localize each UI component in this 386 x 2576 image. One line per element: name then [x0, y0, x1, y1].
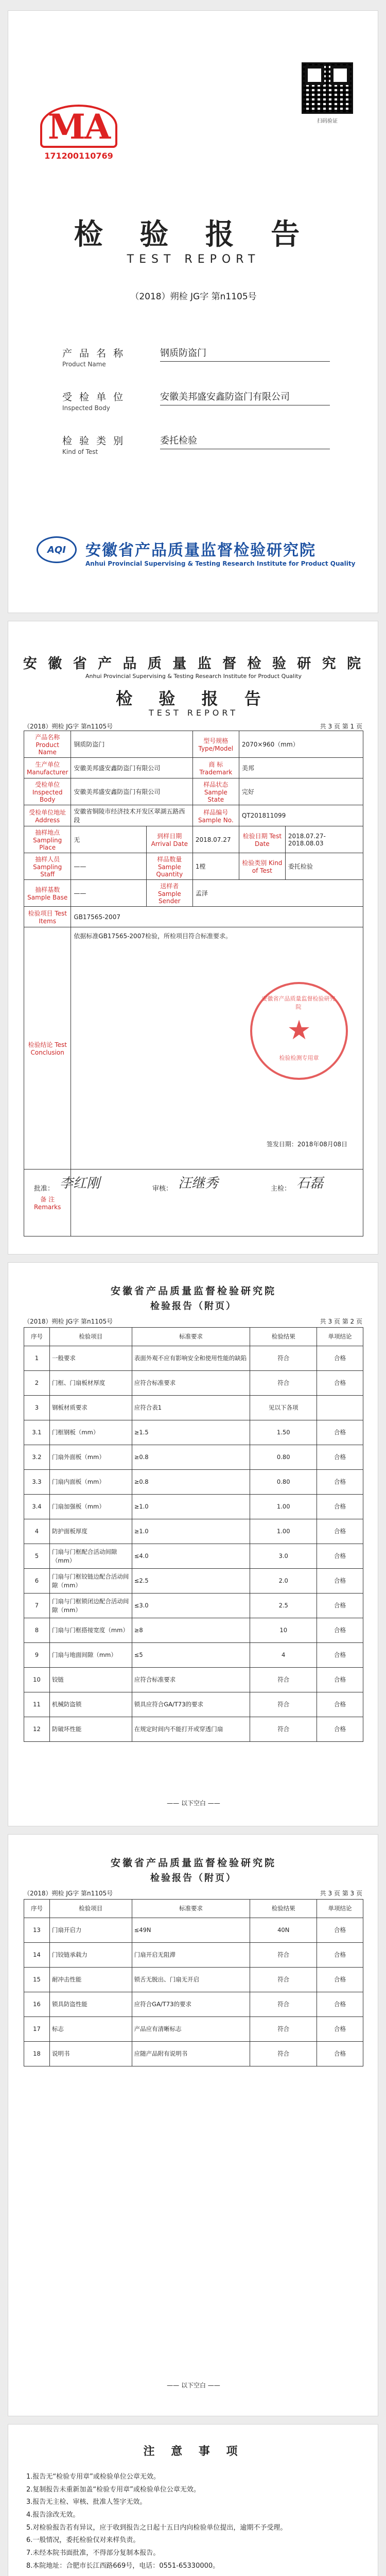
table-cell: 11: [24, 1692, 50, 1717]
attachment-page-1: [8, 1262, 378, 1826]
table-cell: 合格: [317, 1594, 363, 1618]
table-cell: 12: [24, 1717, 50, 1742]
table-cell: 18: [24, 2042, 50, 2066]
table-cell: 合格: [317, 1420, 363, 1445]
table-cell: 3: [24, 1396, 50, 1420]
table-row: [24, 1420, 363, 1445]
table-cell: 锁具应符合GA/T73的要求: [132, 1692, 250, 1717]
results-table: [24, 1899, 363, 2066]
table-cell: 门框、门扇板材厚度: [49, 1371, 132, 1396]
report-number: （2018）朔检 JG字 第n1105号: [24, 1318, 113, 1325]
cover-field-product: [62, 346, 330, 379]
table-cell: 耐冲击性能: [49, 1968, 132, 1992]
table-cell: 门扇与门框锁闭边配合活动间隙（mm）: [49, 1594, 132, 1618]
field-label: 受 检 单 位: [62, 392, 126, 403]
col-header: 序号: [24, 1900, 50, 1918]
table-cell: 2.0: [250, 1569, 317, 1594]
col-header: 检验项目: [49, 1900, 132, 1918]
list-item: 6.一般情况，委托检验仅对来样负责。: [26, 2536, 140, 2545]
info-label: 受检单位地址 Address: [24, 805, 71, 826]
page-indicator: 共 3 页 第 2 页: [320, 1318, 362, 1325]
table-cell: 符合: [250, 1992, 317, 2017]
field-sub: Kind of Test: [62, 448, 98, 455]
table-row: [24, 1396, 363, 1420]
table-cell: 合格: [317, 1618, 363, 1643]
table-cell: 40N: [250, 1918, 317, 1943]
cma-number: 171200110769: [44, 151, 113, 161]
info-value: 完好: [239, 778, 363, 805]
table-cell: 钢板材质要求: [49, 1396, 132, 1420]
table-cell: 3.0: [250, 1544, 317, 1569]
table-cell: 铰链: [49, 1668, 132, 1692]
report-title-en: TEST REPORT: [127, 253, 260, 266]
table-cell: 1.50: [250, 1420, 317, 1445]
table-cell: 门扇外面板（mm）: [49, 1445, 132, 1470]
report-page: [8, 621, 378, 1255]
col-header: 检验结果: [250, 1328, 317, 1346]
table-cell: 合格: [317, 1371, 363, 1396]
table-cell: 17: [24, 2017, 50, 2042]
col-header: 检验项目: [49, 1328, 132, 1346]
info-label: 型号规格 Type/Model: [192, 731, 239, 758]
list-item: 7.未经本院书面批准，不得部分复制本报告。: [26, 2549, 160, 2557]
reviewer-signature: 汪继秀: [178, 1176, 219, 1191]
info-label: 样品编号 Sample No.: [192, 805, 239, 826]
report-title: 检 验 报 告: [74, 217, 313, 251]
table-cell: 门扇与门框配合活动间隙（mm）: [49, 1544, 132, 1569]
results-body: [24, 1918, 363, 2066]
notice-title: 注 意 事 项: [143, 2445, 244, 2458]
table-cell: 合格: [317, 1544, 363, 1569]
table-cell: 2: [24, 1371, 50, 1396]
table-cell: 10: [24, 1668, 50, 1692]
info-value: 委托检验: [285, 853, 363, 880]
approver-signature: 李红刚: [60, 1176, 100, 1191]
institute-name: 安 徽 省 产 品 质 量 监 督 检 验 研 究 院: [23, 656, 364, 672]
info-value: 安徽美邦盛安鑫防盗门有限公司: [71, 778, 192, 805]
col-header: 标准要求: [132, 1900, 250, 1918]
table-cell: 门框钢板（mm）: [49, 1420, 132, 1445]
table-cell: 在规定时间内不能打开或穿透门扇: [132, 1717, 250, 1742]
institute-logo-text: AQI: [47, 545, 66, 555]
table-cell: ≤49N: [132, 1918, 250, 1943]
info-value: 2018.07.27-2018.08.03: [285, 826, 363, 853]
table-cell: 合格: [317, 2042, 363, 2066]
table-cell: 门扇与门框搭接宽度（mm）: [49, 1618, 132, 1643]
field-sub: Product Name: [62, 361, 106, 368]
table-cell: 防破坏性能: [49, 1717, 132, 1742]
table-cell: 3.4: [24, 1495, 50, 1519]
table-cell: 合格: [317, 1346, 363, 1371]
info-value: ——: [71, 880, 146, 907]
info-label: 检验结论 Test Conclusion: [24, 927, 71, 1170]
table-cell: 标志: [49, 2017, 132, 2042]
table-cell: 1.00: [250, 1519, 317, 1544]
table-cell: 合格: [317, 1992, 363, 2017]
table-cell: 8: [24, 1618, 50, 1643]
table-cell: 应随产品附有说明书: [132, 2042, 250, 2066]
table-row: [24, 1717, 363, 1742]
col-header: 序号: [24, 1328, 50, 1346]
table-cell: 门铰链承载力: [49, 1943, 132, 1968]
table-cell: 见以下各项: [250, 1396, 317, 1420]
table-cell: 10: [250, 1618, 317, 1643]
table-cell: 应符合标准要求: [132, 1668, 250, 1692]
results-body: [24, 1346, 363, 1742]
table-row: [24, 1495, 363, 1519]
field-label: 产 品 名 称: [62, 348, 126, 359]
info-value: 钢质防盗门: [71, 731, 192, 758]
table-cell: 防护面板厚度: [49, 1519, 132, 1544]
info-value: 2070×960（mm）: [239, 731, 363, 758]
table-cell: 合格: [317, 1445, 363, 1470]
table-cell: ≥8: [132, 1618, 250, 1643]
table-row: [24, 1692, 363, 1717]
table-cell: 合格: [317, 1569, 363, 1594]
tester-signature: 石磊: [296, 1176, 324, 1191]
official-stamp: [250, 982, 348, 1080]
cma-logo: [40, 105, 117, 161]
info-value: 安徽省铜陵市经济技术开发区翠湖五路西段: [71, 805, 192, 826]
table-row: [24, 2042, 363, 2066]
table-cell: 说明书: [49, 2042, 132, 2066]
table-cell: 合格: [317, 1668, 363, 1692]
list-item: 5.对检验报告若有异议，应于收到报告之日起十五日内向检验单位提出，逾期不予受理。: [26, 2523, 287, 2532]
field-sub: Inspected Body: [62, 404, 110, 412]
table-row: [24, 1346, 363, 1371]
page-indicator: 共 3 页 第 1 页: [320, 723, 362, 730]
info-label: 检验日期 Test Date: [239, 826, 285, 853]
table-cell: ≥1.0: [132, 1519, 250, 1544]
report-number: （2018）朔检 JG字 第n1105号: [24, 723, 113, 730]
table-cell: ≤4.0: [132, 1544, 250, 1569]
qr-code-icon[interactable]: [302, 62, 353, 114]
info-label: 商 标 Trademark: [192, 758, 239, 778]
table-cell: 13: [24, 1918, 50, 1943]
table-cell: 符合: [250, 1668, 317, 1692]
info-value: 1樘: [192, 853, 239, 880]
stamp-star-icon: ★: [287, 1015, 311, 1046]
cover-field-inspected: [62, 389, 330, 422]
field-value: 钢质防盗门: [160, 346, 330, 362]
table-cell: 合格: [317, 1519, 363, 1544]
table-row: [24, 1618, 363, 1643]
field-label: 检 验 类 别: [62, 435, 126, 447]
table-cell: ≤5: [132, 1643, 250, 1668]
table-cell: 3.3: [24, 1470, 50, 1495]
report-title: 检 验 报 告: [116, 689, 271, 708]
info-label: 抽样地点 Sampling Place: [24, 826, 71, 853]
attachment-page-2: [8, 1834, 378, 2416]
table-cell: ≥0.8: [132, 1445, 250, 1470]
signature-row: [24, 1173, 363, 1204]
table-cell: 机械防盗锁: [49, 1692, 132, 1717]
table-cell: 符合: [250, 1692, 317, 1717]
table-row: [24, 1992, 363, 2017]
table-row: [24, 1519, 363, 1544]
attachment-title: 检验报告（附页）: [150, 1301, 237, 1312]
table-row: [24, 1594, 363, 1618]
table-cell: 5: [24, 1544, 50, 1569]
table-cell: 合格: [317, 1943, 363, 1968]
col-header: 标准要求: [132, 1328, 250, 1346]
table-cell: 符合: [250, 1717, 317, 1742]
institute-logo: [37, 536, 83, 567]
table-cell: ≥0.8: [132, 1470, 250, 1495]
table-cell: 产品应有清晰标志: [132, 2017, 250, 2042]
info-label: 样品数量 Sample Quantity: [146, 853, 192, 880]
cma-mark: MA: [40, 105, 117, 148]
table-cell: 3.1: [24, 1420, 50, 1445]
table-cell: 合格: [317, 1495, 363, 1519]
table-cell: 合格: [317, 1643, 363, 1668]
table-cell: 7: [24, 1594, 50, 1618]
list-item: 8.本院地址：合肥市长江西路669号，电话：0551-65330000。: [26, 2562, 220, 2570]
institute-name-en: Anhui Provincial Supervising & Testing Research Institute for Product Quality: [85, 673, 302, 680]
col-header: 单项结论: [317, 1328, 363, 1346]
table-cell: 符合: [250, 1346, 317, 1371]
info-label: 生产单位 Manufacturer: [24, 758, 71, 778]
issue-date: 签发日期：2018年08月08日: [266, 1141, 347, 1148]
approver-label: 批准：: [34, 1185, 55, 1193]
table-row: [24, 1643, 363, 1668]
table-cell: 符合: [250, 1943, 317, 1968]
reviewer-label: 审核：: [152, 1185, 173, 1193]
results-table: [24, 1327, 363, 1742]
table-row: [24, 1445, 363, 1470]
table-cell: 符合: [250, 2042, 317, 2066]
info-label: 抽样基数 Sample Base: [24, 880, 71, 907]
table-row: [24, 1371, 363, 1396]
info-value: 美邦: [239, 758, 363, 778]
table-row: [24, 1668, 363, 1692]
attachment-title: 检验报告（附页）: [150, 1873, 237, 1884]
info-label: 备 注 Remarks: [24, 1170, 71, 1236]
info-value: 无: [71, 826, 146, 853]
col-header: 单项结论: [317, 1900, 363, 1918]
table-cell: 16: [24, 1992, 50, 2017]
table-cell: 合格: [317, 1717, 363, 1742]
info-label: 产品名称 Product Name: [24, 731, 71, 758]
cover-page: [8, 10, 378, 613]
table-cell: 1: [24, 1346, 50, 1371]
info-label: 检验类别 Kind of Test: [239, 853, 285, 880]
table-cell: [317, 1396, 363, 1420]
table-cell: 应符合标准要求: [132, 1371, 250, 1396]
table-cell: 应符合表1: [132, 1396, 250, 1420]
table-cell: 4: [24, 1519, 50, 1544]
notice-page: [8, 2424, 378, 2576]
table-cell: 锁舌无脱出、门扇无开启: [132, 1968, 250, 1992]
info-label: 到样日期 Arrival Date: [146, 826, 192, 853]
table-cell: 4: [250, 1643, 317, 1668]
list-item: 4.报告涂改无效。: [26, 2511, 80, 2519]
info-value: 孟泽: [192, 880, 363, 907]
table-cell: 门扇与门框铰链边配合活动间隙（mm）: [49, 1569, 132, 1594]
field-value: 委托检验: [160, 433, 330, 449]
table-cell: 合格: [317, 1918, 363, 1943]
institute-name: 安徽省产品质量监督检验研究院: [110, 1857, 276, 1869]
list-item: 2.复制报告未重新加盖“检验专用章”或检验单位公章无效。: [26, 2485, 200, 2494]
table-cell: 0.80: [250, 1470, 317, 1495]
table-cell: 2.5: [250, 1594, 317, 1618]
table-row: [24, 1968, 363, 1992]
table-cell: 9: [24, 1643, 50, 1668]
institute-name-en: Anhui Provincial Supervising & Testing Research Institute for Product Quality: [85, 560, 356, 567]
table-row: [24, 1544, 363, 1569]
info-label: 送样者 Sample Sender: [146, 880, 192, 907]
report-number: （2018）朔检 JG字 第n1105号: [130, 292, 257, 302]
table-row: [24, 2017, 363, 2042]
table-cell: 门扇开启力: [49, 1918, 132, 1943]
end-note: —— 以下空白 ——: [167, 2382, 220, 2389]
table-cell: 合格: [317, 1968, 363, 1992]
qr-caption: 扫码验证: [317, 118, 338, 124]
table-cell: ≤2.5: [132, 1569, 250, 1594]
table-row: [24, 1569, 363, 1594]
report-number: （2018）朔检 JG字 第n1105号: [24, 1890, 113, 1897]
table-cell: ≤3.0: [132, 1594, 250, 1618]
table-row: [24, 1918, 363, 1943]
table-cell: ≥1.0: [132, 1495, 250, 1519]
end-note: —— 以下空白 ——: [167, 1800, 220, 1807]
table-cell: 一般要求: [49, 1346, 132, 1371]
field-value: 安徽美邦盛安鑫防盗门有限公司: [160, 389, 330, 405]
table-cell: 合格: [317, 2017, 363, 2042]
table-cell: 6: [24, 1569, 50, 1594]
info-label: 样品状态 Sample State: [192, 778, 239, 805]
stamp-text: 安徽省产品质量监督检验研究院: [261, 995, 336, 1010]
stamp-text-bottom: 检验检测专用章: [279, 1055, 319, 1061]
table-cell: 门扇内面板（mm）: [49, 1470, 132, 1495]
info-value: 安徽美邦盛安鑫防盗门有限公司: [71, 758, 192, 778]
table-cell: 3.2: [24, 1445, 50, 1470]
table-cell: 门扇加强板（mm）: [49, 1495, 132, 1519]
table-cell: 符合: [250, 1371, 317, 1396]
table-row: [24, 1943, 363, 1968]
institute-name: 安徽省产品质量监督检验研究院: [85, 541, 316, 560]
info-value: GB17565-2007: [71, 907, 363, 927]
table-cell: 15: [24, 1968, 50, 1992]
info-label: 检验项目 Test Items: [24, 907, 71, 927]
table-cell: 合格: [317, 1692, 363, 1717]
info-value: QT201811099: [239, 805, 363, 826]
table-cell: 14: [24, 1943, 50, 1968]
table-cell: 锁具防盗性能: [49, 1992, 132, 2017]
list-item: 1.报告无“检验专用章”或检验单位公章无效。: [26, 2473, 160, 2481]
table-cell: 0.80: [250, 1445, 317, 1470]
cover-field-kind: [62, 433, 330, 466]
table-cell: 应符合GA/T73的要求: [132, 1992, 250, 2017]
table-cell: 表面外观不应有影响安全和使用性能的缺陷: [132, 1346, 250, 1371]
col-header: 检验结果: [250, 1900, 317, 1918]
report-title-en: TEST REPORT: [148, 708, 239, 718]
info-value: ——: [71, 853, 146, 880]
table-cell: 合格: [317, 1470, 363, 1495]
page-indicator: 共 3 页 第 3 页: [320, 1890, 362, 1897]
table-cell: 门扇开启无阻滞: [132, 1943, 250, 1968]
info-label: 受检单位 Inspected Body: [24, 778, 71, 805]
table-cell: 符合: [250, 1968, 317, 1992]
table-cell: 门扇与地面间隙（mm）: [49, 1643, 132, 1668]
tester-label: 主检：: [271, 1185, 291, 1193]
institute-name: 安徽省产品质量监督检验研究院: [110, 1285, 276, 1297]
notice-list: [26, 2471, 361, 2573]
list-item: 3.报告无主检、审核、批准人签字无效。: [26, 2498, 147, 2506]
table-cell: 1.00: [250, 1495, 317, 1519]
info-label: 抽样人员 Sampling Staff: [24, 853, 71, 880]
table-cell: ≥1.5: [132, 1420, 250, 1445]
conclusion-text: 依据标准GB17565-2007检验，所检项目符合标准要求。: [74, 933, 232, 940]
info-value: 2018.07.27: [192, 826, 239, 853]
table-row: [24, 1470, 363, 1495]
table-cell: 符合: [250, 2017, 317, 2042]
